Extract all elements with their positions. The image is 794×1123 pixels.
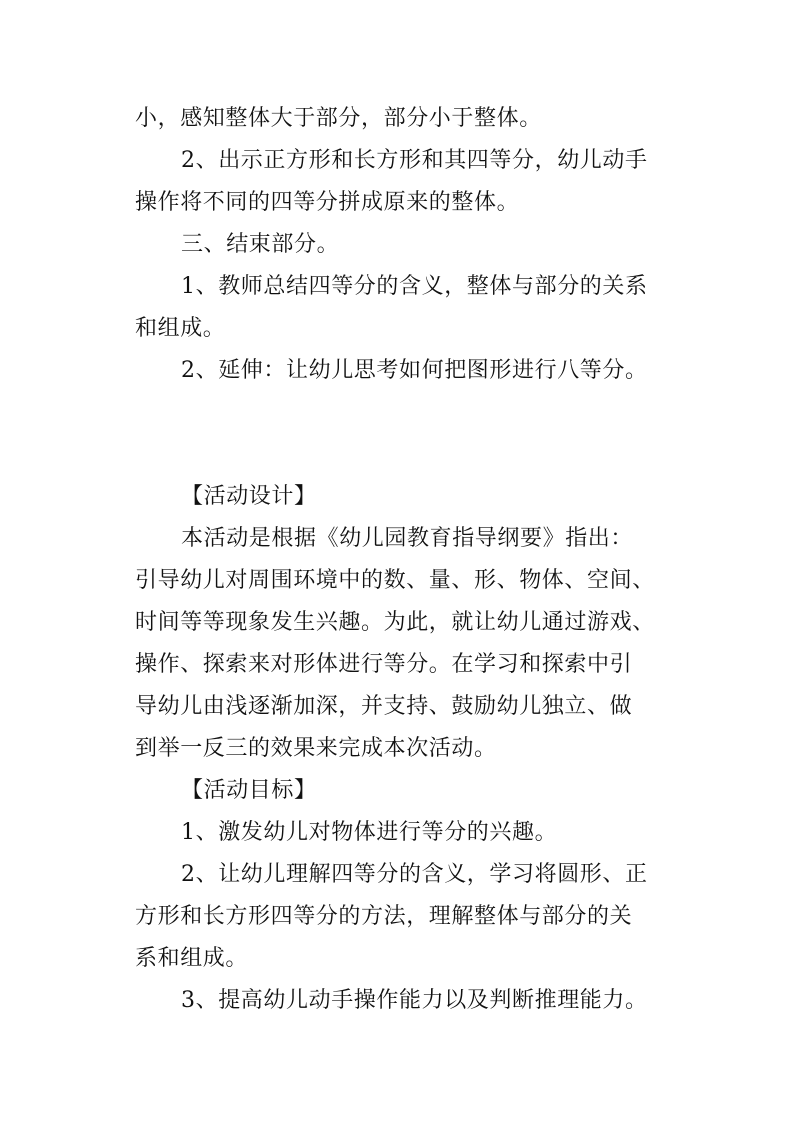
paragraph-line: 操作将不同的四等分拼成原来的整体。 [135,190,520,215]
paragraph-line: 小，感知整体大于部分，部分小于整体。 [135,106,542,131]
paragraph-line: 引导幼儿对周围环境中的数、量、形、物体、空间、 [135,568,655,593]
paragraph-line: 到举一反三的效果来完成本次活动。 [135,736,497,761]
paragraph-line: 2、延伸：让幼儿思考如何把图形进行八等分。 [181,358,648,383]
activity-design-heading: 【活动设计】 [181,484,317,509]
paragraph-line: 方形和长方形四等分的方法，理解整体与部分的关 [135,904,633,929]
paragraph-line: 系和组成。 [135,946,249,971]
paragraph-line: 3、提高幼儿动手操作能力以及判断推理能力。 [181,988,648,1013]
paragraph-line: 导幼儿由浅逐渐加深，并支持、鼓励幼儿独立、做 [135,694,633,719]
activity-goals-heading: 【活动目标】 [181,778,317,803]
paragraph-line: 2、让幼儿理解四等分的含义，学习将圆形、正 [181,862,648,887]
paragraph-line: 时间等等现象发生兴趣。为此，就让幼儿通过游戏、 [135,610,655,635]
paragraph-line: 操作、探索来对形体进行等分。在学习和探索中引 [135,652,633,677]
paragraph-line: 1、教师总结四等分的含义，整体与部分的关系 [181,274,648,299]
paragraph-line: 和组成。 [135,316,226,341]
paragraph-line: 本活动是根据《幼儿园教育指导纲要》指出： [181,526,634,551]
paragraph-line: 2、出示正方形和长方形和其四等分，幼儿动手 [181,148,648,173]
paragraph-line: 1、激发幼儿对物体进行等分的兴趣。 [181,820,558,845]
section-heading: 三、结束部分。 [181,232,340,257]
